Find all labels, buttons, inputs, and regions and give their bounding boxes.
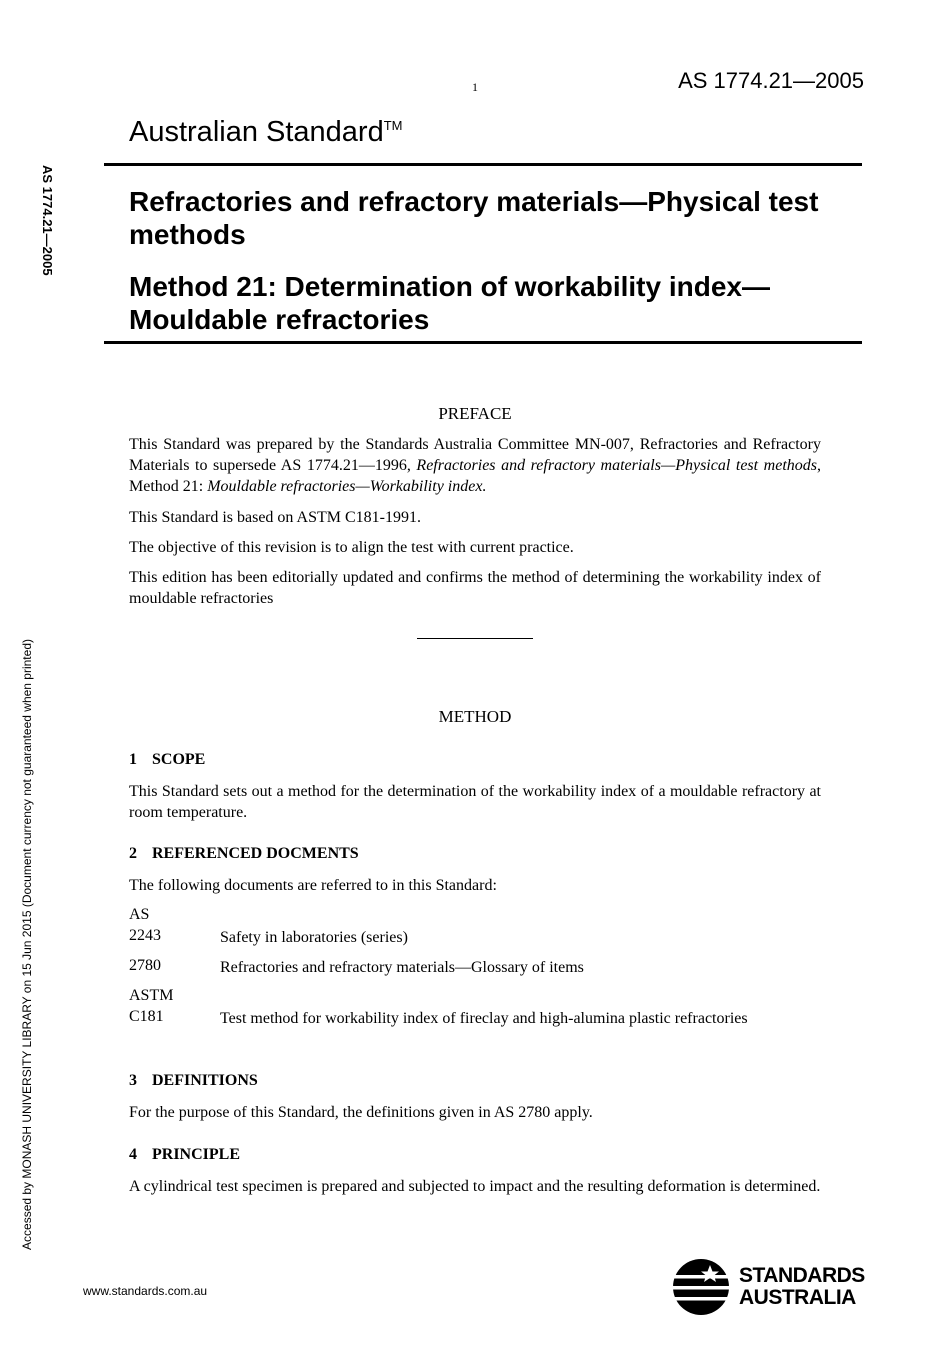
preface-p3-text: The objective of this revision is to align the test with current practice. xyxy=(129,539,574,556)
logo-line-1: STANDARDS xyxy=(739,1264,865,1287)
header-rule-bottom xyxy=(104,341,862,344)
brand-title xyxy=(129,116,403,149)
section-heading-principle xyxy=(129,1146,240,1164)
trademark-mark: TM xyxy=(383,118,403,133)
preface-p1-title: Refractories and refractory materials—Physical test methods xyxy=(416,457,817,474)
logo-globe-icon xyxy=(672,1258,732,1318)
preface-paragraph-3 xyxy=(129,537,821,558)
preface-heading: PREFACE xyxy=(438,404,512,423)
section-principle-text: A cylindrical test specimen is prepared and subjected to impact and the resulting deformation is determined. xyxy=(129,1178,821,1195)
section-scope-text: This Standard sets out a method for the determination of the workability index of a mouldable refractory at room temperature. xyxy=(129,783,821,821)
preface-paragraph-4 xyxy=(129,567,821,609)
side-document-id xyxy=(34,165,64,295)
reference-title: Safety in laboratories (series) xyxy=(220,929,408,946)
title-main: Refractories and refractory materials—Physical test methods xyxy=(129,186,819,250)
document-id: AS 1774.21—2005 xyxy=(678,68,864,93)
preface-p1-text-a: This Standard was prepared by the Standards Australia Committee MN-007, Refractories and Refractory Materials to supersede AS 1774.21—1996, xyxy=(129,436,821,474)
section-title: REFERENCED DOCMENTS xyxy=(152,845,359,862)
logo-wordmark xyxy=(739,1265,865,1309)
preface-paragraph-1 xyxy=(129,434,821,497)
section-heading-definitions xyxy=(129,1072,258,1090)
reference-title: Test method for workability index of fireclay and high-alumina plastic refractories xyxy=(220,1010,748,1027)
side-document-id-text: AS 1774.21—2005 xyxy=(40,165,55,276)
section-number: 2 xyxy=(129,845,137,862)
reference-code: C181 xyxy=(129,1008,164,1025)
section-referenced-text: The following documents are referred to in this Standard: xyxy=(129,877,497,894)
section-divider xyxy=(417,638,533,639)
section-number: 1 xyxy=(129,751,137,768)
section-heading-referenced-documents xyxy=(129,845,359,863)
title-method: Method 21: Determination of workability index—Mouldable refractories xyxy=(129,271,770,335)
method-heading: METHOD xyxy=(438,707,512,726)
preface-paragraph-2 xyxy=(129,507,821,528)
reference-code: 2780 xyxy=(129,957,161,974)
section-title: PRINCIPLE xyxy=(152,1146,241,1163)
section-scope-body xyxy=(129,781,821,823)
section-number: 4 xyxy=(129,1146,137,1163)
preface-p2-text: This Standard is based on ASTM C181-1991. xyxy=(129,509,421,526)
preface-p1-text-c: , Method 21: xyxy=(129,457,821,495)
header-rule-top xyxy=(104,163,862,166)
logo-line-2: AUSTRALIA xyxy=(739,1286,856,1309)
section-title: DEFINITIONS xyxy=(152,1072,258,1089)
page-number: 1 xyxy=(472,80,478,94)
reference-title: Refractories and refractory materials—Glossary of items xyxy=(220,959,584,976)
side-access-notice xyxy=(14,598,44,1250)
section-title: SCOPE xyxy=(152,751,206,768)
section-heading-scope xyxy=(129,751,205,769)
standards-australia-logo xyxy=(672,1258,872,1318)
brand-name: Australian Standard xyxy=(129,116,384,148)
section-definitions-body xyxy=(129,1102,821,1123)
preface-p4-text: This edition has been editorially updated and confirms the method of determining the workability index of mouldable refractories xyxy=(129,569,821,607)
reference-group-astm: ASTM xyxy=(129,987,174,1004)
section-number: 3 xyxy=(129,1072,137,1089)
section-referenced-body xyxy=(129,875,821,896)
side-access-text: Accessed by MONASH UNIVERSITY LIBRARY on 15 Jun 2015 (Document currency not guaranteed when printed) xyxy=(20,639,34,1250)
preface-p1-method: Mouldable refractories—Workability index. xyxy=(207,478,487,495)
reference-code: 2243 xyxy=(129,927,161,944)
section-definitions-text: For the purpose of this Standard, the definitions given in AS 2780 apply. xyxy=(129,1104,593,1121)
footer-url: www.standards.com.au xyxy=(83,1284,208,1298)
reference-group-as: AS xyxy=(129,906,150,923)
section-principle-body xyxy=(129,1176,821,1197)
